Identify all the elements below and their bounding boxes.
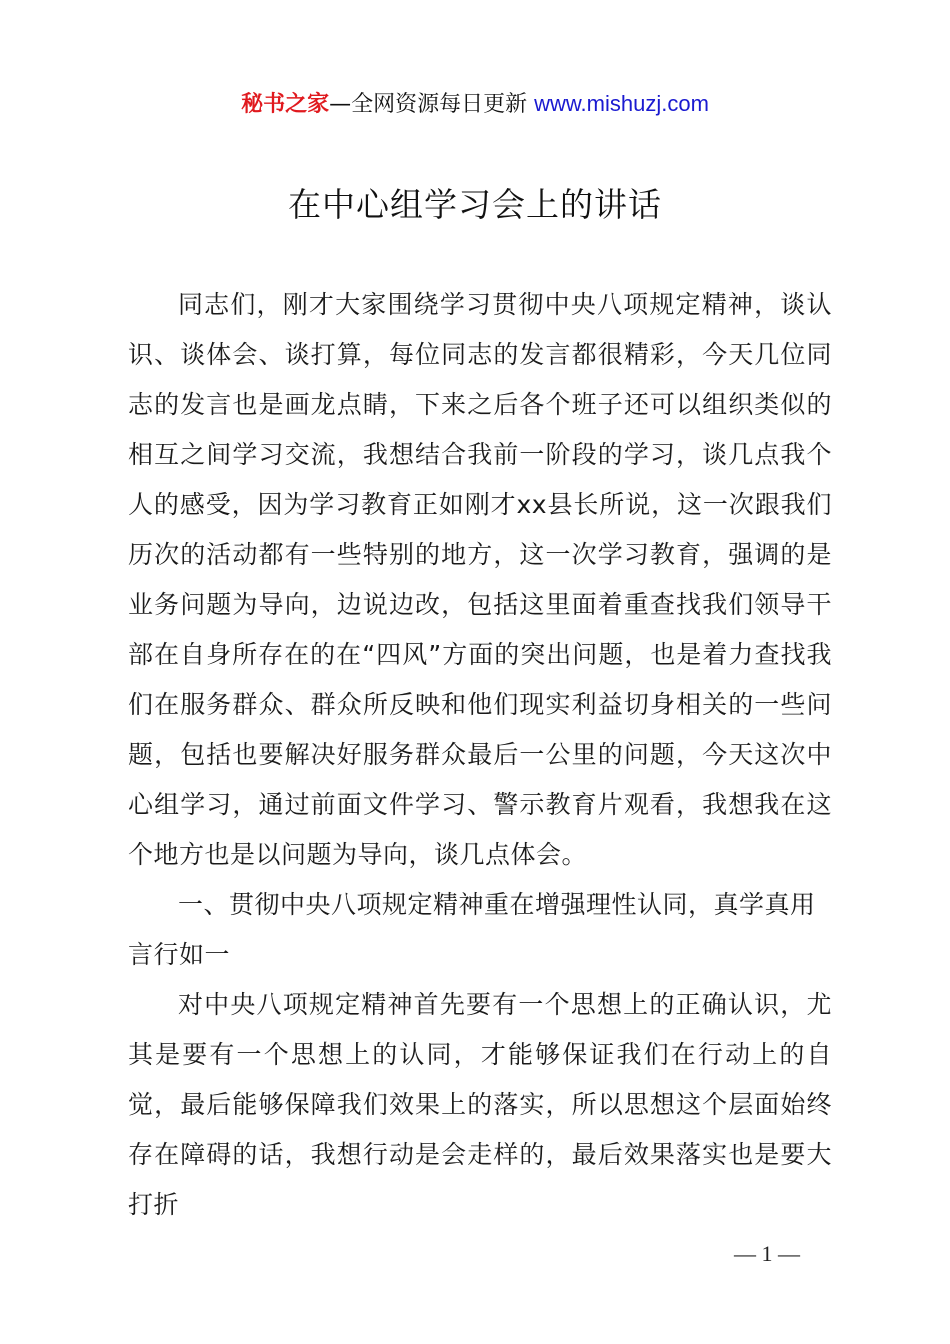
- document-title: 在中心组学习会上的讲话: [288, 185, 662, 224]
- site-header: [0, 86, 950, 123]
- document-body: [128, 280, 832, 1230]
- site-url-link[interactable]: www.mishuzj.com: [534, 91, 709, 116]
- section-paragraph: 对中央八项规定精神首先要有一个思想上的正确认识，尤其是要有一个思想上的认同，才能够保证我们在行动上的自觉，最后能够保障我们效果上的落实，所以思想这个层面始终存在障碍的话，我想行动是会走样的，最后效果落实也是要大打折: [128, 990, 832, 1219]
- section-heading: 一、贯彻中央八项规定精神重在增强理性认同，真学真用言行如一: [128, 890, 816, 969]
- intro-paragraph: 同志们，刚才大家围绕学习贯彻中央八项规定精神，谈认识、谈体会、谈打算，每位同志的发言都很精彩，今天几位同志的发言也是画龙点睛，下来之后各个班子还可以组织类似的相互之间学习交流，我想结合我前一阶段的学习，谈几点我个人的感受，因为学习教育正如刚才xx县长所说，这一次跟我们历次的活动都有一些特别的地方，这一次学习教育，强调的是业务问题为导向，边说边改，包括这里面着重查找我们领导干部在自身所存在的在“四风”方面的突出问题，也是着力查找我们在服务群众、群众所反映和他们现实利益切身相关的一些问题，包括也要解决好服务群众最后一公里的问题，今天这次中心组学习，通过前面文件学习、警示教育片观看，我想我在这个地方也是以问题为导向，谈几点体会。: [128, 290, 832, 869]
- header-tagline: —全网资源每日更新: [329, 92, 535, 117]
- brand-name: 秘书之家: [241, 92, 330, 117]
- page-number: — 1 —: [734, 1241, 800, 1266]
